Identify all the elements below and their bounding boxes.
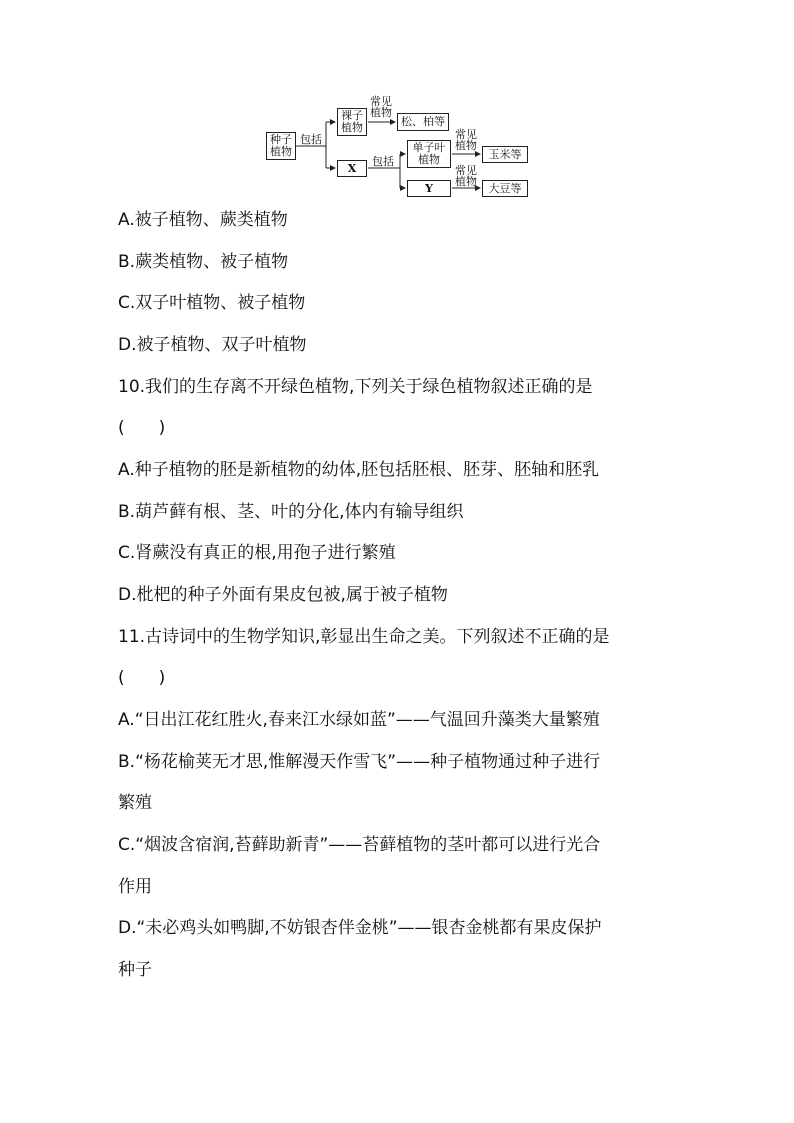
q10-stem: 10.我们的生存离不开绿色植物,下列关于绿色植物叙述正确的是 [118,377,593,397]
common-plants-label-3: 常见 植物 [455,164,477,188]
q11-stem: 11.古诗词中的生物学知识,彰显出生命之美。下列叙述不正确的是 [118,627,610,647]
monocots-box: 单子叶 植物 [407,140,451,168]
q11-option-a: A.“日出江花红胜火,春来江水绿如蓝”——气温回升藻类大量繁殖 [118,710,600,730]
corn-box: 玉米等 [482,146,528,163]
q11-option-c-line1: C.“烟波含宿润,苔藓助新青”——苔藓植物的茎叶都可以进行光合 [118,835,601,855]
q9-option-a: A.被子植物、蕨类植物 [118,210,288,230]
x-box: X [337,160,367,177]
gymnosperms-box: 裸子 植物 [337,108,367,136]
q9-option-b: B.蕨类植物、被子植物 [118,252,289,272]
q11-option-d-line2: 种子 [118,960,152,980]
pine-cypress-box: 松、柏等 [397,113,449,131]
q10-option-d: D.枇杷的种子外面有果皮包被,属于被子植物 [118,585,448,605]
q11-option-d-line1: D.“未必鸡头如鸭脚,不妨银杏伴金桃”——银杏金桃都有果皮保护 [118,918,602,938]
soybean-box: 大豆等 [482,180,528,197]
include-label-2: 包括 [372,155,394,168]
q11-option-b-line1: B.“杨花榆荚无才思,惟解漫天作雪飞”——种子植物通过种子进行 [118,752,601,772]
y-box: Y [407,180,451,197]
include-label-1: 包括 [300,133,322,146]
q11-answer-paren: ( ) [118,668,166,688]
q11-option-c-line2: 作用 [118,877,152,897]
classification-diagram [262,92,532,202]
q10-option-a: A.种子植物的胚是新植物的幼体,胚包括胚根、胚芽、胚轴和胚乳 [118,460,600,480]
q9-option-d: D.被子植物、双子叶植物 [118,335,307,355]
q11-option-b-line2: 繁殖 [118,793,152,813]
q10-option-c: C.肾蕨没有真正的根,用孢子进行繁殖 [118,543,396,563]
q10-option-b: B.葫芦藓有根、茎、叶的分化,体内有输导组织 [118,502,464,522]
seed-plants-box: 种子 植物 [266,132,296,160]
common-plants-label-2: 常见 植物 [455,128,477,152]
common-plants-label-1: 常见 植物 [370,95,392,119]
q10-answer-paren: ( ) [118,418,166,438]
q9-option-c: C.双子叶植物、被子植物 [118,293,306,313]
